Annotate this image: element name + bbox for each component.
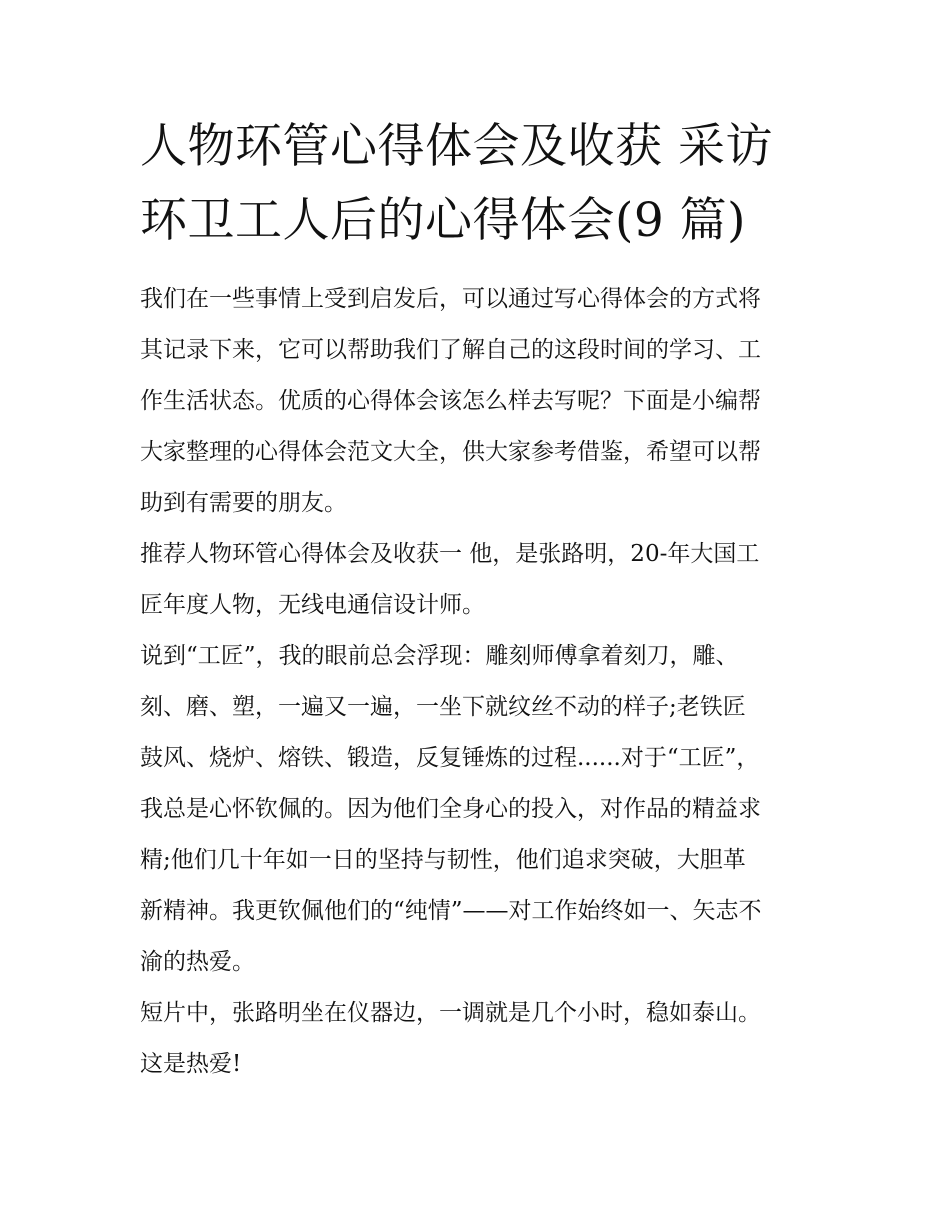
title-line: 人物环管心得体会及收获 采访	[140, 119, 773, 174]
paragraph-intro	[140, 274, 812, 529]
text-line: 短片中，张路明坐在仪器边，一调就是几个小时，稳如泰山。	[140, 1000, 761, 1026]
document-title	[140, 110, 812, 258]
text-line: 我总是心怀钦佩的。因为他们全身心的投入，对作品的精益求	[140, 796, 761, 822]
text-line: 大家整理的心得体会范文大全，供大家参考借鉴，希望可以帮	[140, 439, 761, 465]
text-line: 渝的热爱。	[140, 949, 255, 975]
paragraph-recommend	[140, 529, 812, 631]
title-line: 环卫工人后的心得体会(9 篇)	[140, 193, 747, 248]
text-line: 这是热爱!	[140, 1051, 242, 1077]
paragraph-craftsman	[140, 631, 812, 988]
text-line: 其记录下来，它可以帮助我们了解自己的这段时间的学习、工	[140, 337, 761, 363]
text-line: 鼓风、烧炉、熔铁、锻造，反复锤炼的过程......对于“工匠”，	[140, 745, 760, 771]
document-body	[140, 274, 812, 1090]
text-line: 助到有需要的朋友。	[140, 490, 347, 516]
text-line: 推荐人物环管心得体会及收获一 他，是张路明，20-年大国工	[140, 541, 760, 567]
text-line: 作生活状态。优质的心得体会该怎么样去写呢？下面是小编帮	[140, 388, 761, 414]
text-line: 我们在一些事情上受到启发后，可以通过写心得体会的方式将	[140, 286, 761, 312]
text-line: 匠年度人物，无线电通信设计师。	[140, 592, 485, 618]
paragraph-short-film	[140, 988, 812, 1090]
text-line: 精;他们几十年如一日的坚持与韧性，他们追求突破，大胆革	[140, 847, 746, 873]
text-line: 说到“工匠”，我的眼前总会浮现：雕刻师傅拿着刻刀，雕、	[140, 643, 739, 669]
text-line: 新精神。我更钦佩他们的“纯情”——对工作始终如一、矢志不	[140, 898, 762, 924]
text-line: 刻、磨、塑，一遍又一遍，一坐下就纹丝不动的样子;老铁匠	[140, 694, 746, 720]
document-page	[140, 110, 812, 1090]
